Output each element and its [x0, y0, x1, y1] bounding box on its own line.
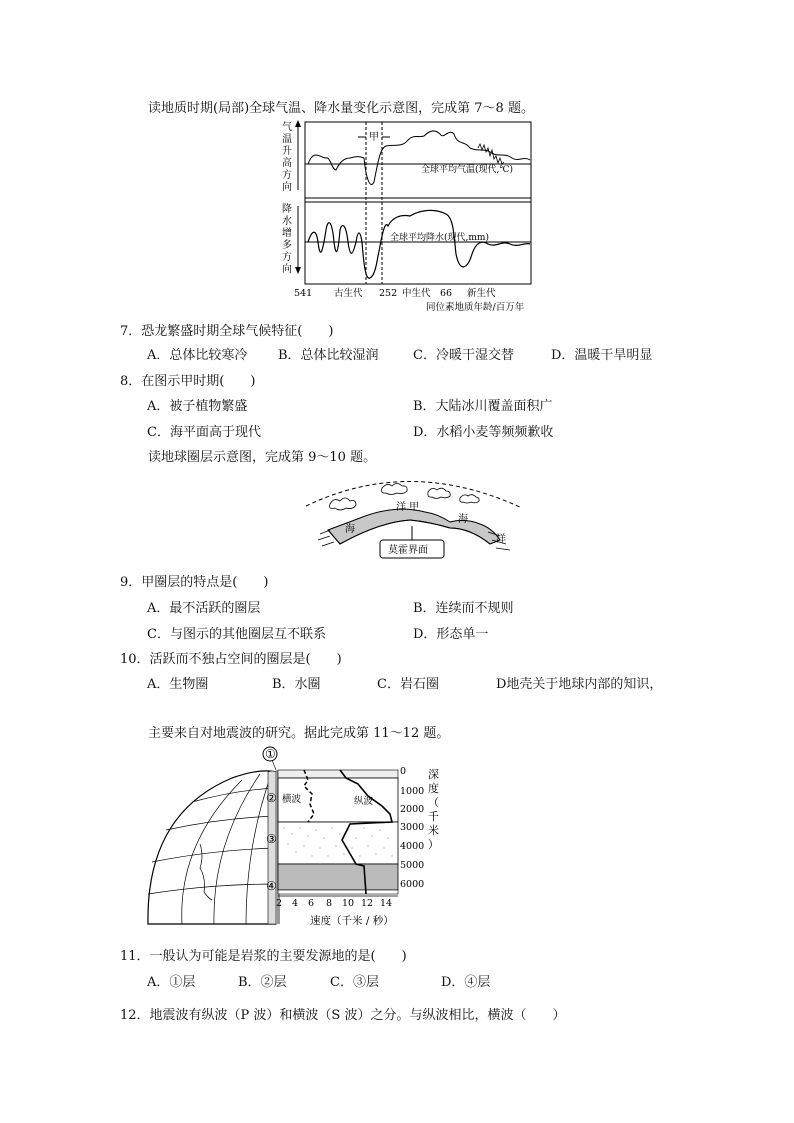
precip-axis-label [282, 202, 292, 275]
question-12: 12．地震波有纵波（P 波）和横波（S 波）之分。与纵波相比，横波（ ） [120, 1008, 566, 1023]
depth-axis-title [428, 768, 439, 851]
q9-option-b[interactable]: B．连续而不规则 [413, 601, 514, 616]
climate-figure [278, 118, 543, 313]
depth-6000: 6000 [400, 879, 425, 890]
q11-option-a[interactable]: A．①层 [147, 975, 196, 990]
ocean-jia-label: 洋 甲 [396, 502, 420, 513]
q7-option-a[interactable]: A．总体比较寒冷 [147, 348, 248, 363]
question-11: 11．一般认为可能是岩浆的主要发源地的是( ) [120, 949, 407, 964]
depth-5000: 5000 [400, 860, 425, 871]
svg-text:方: 方 [282, 252, 292, 263]
q7-option-c[interactable]: C．冷暖干湿交替 [413, 348, 514, 363]
speed-8: 8 [326, 898, 333, 909]
ocean-right-label: 洋 [496, 534, 506, 545]
sea-right-label: 海 [458, 514, 468, 525]
q9-option-c[interactable]: C．与图示的其他圈层互不联系 [147, 627, 326, 642]
p-wave-label: 纵波 [354, 796, 374, 807]
q11-option-c[interactable]: C．③层 [330, 975, 379, 990]
q10-option-a[interactable]: A．生物圈 [147, 677, 209, 692]
svg-text:（: （ [428, 796, 439, 809]
svg-text:降: 降 [282, 204, 292, 215]
q9-option-a[interactable]: A．最不活跃的圈层 [147, 601, 261, 616]
q8-option-d[interactable]: D．水稻小麦等频频歉收 [413, 425, 554, 440]
x-label-66: 66 [440, 288, 453, 299]
q9-option-d[interactable]: D．形态单一 [413, 627, 489, 642]
q8-option-b[interactable]: B．大陆冰川覆盖面积广 [413, 399, 553, 414]
q8-option-c[interactable]: C．海平面高于现代 [147, 425, 261, 440]
speed-14: 14 [380, 898, 393, 909]
layer-4-marker: ④ [266, 879, 277, 893]
layer-3-marker: ③ [266, 832, 277, 846]
q10-option-b[interactable]: B．水圈 [272, 677, 321, 692]
svg-text:深: 深 [428, 768, 439, 781]
svg-text:度: 度 [428, 782, 439, 795]
x-axis-title: 同位素地质年龄/百万年 [426, 302, 525, 313]
svg-text:水: 水 [282, 216, 292, 227]
question-8: 8．在图示甲时期( ) [120, 374, 256, 389]
svg-text:）: ） [428, 838, 439, 851]
sea-left-label: 海 [345, 524, 355, 535]
svg-text:千: 千 [428, 810, 439, 823]
q11-option-d[interactable]: D．④层 [441, 975, 491, 990]
svg-text:方: 方 [282, 170, 292, 181]
q7-option-b[interactable]: B．总体比较湿润 [278, 348, 379, 363]
svg-text:向: 向 [282, 264, 292, 275]
q11-option-b[interactable]: B．②层 [238, 975, 287, 990]
precip-mean-label: 全球平均降水(现代,mm) [390, 233, 489, 243]
x-label-541: 541 [294, 288, 313, 299]
svg-text:温: 温 [282, 134, 292, 145]
speed-axis-title: 速度（千米 / 秒） [310, 915, 394, 927]
question-10: 10．活跃而不独占空间的圈层是( ) [120, 652, 342, 667]
layer-2-marker: ② [266, 791, 277, 805]
intro-7-8: 读地质时期(局部)全球气温、降水量变化示意图，完成第 7～8 题。 [148, 101, 534, 116]
depth-4000: 4000 [400, 841, 425, 852]
speed-2: 2 [276, 898, 283, 909]
q10-option-d[interactable]: D地壳关于地球内部的知识， [496, 677, 663, 692]
moho-label: 莫霍界面 [388, 545, 428, 556]
depth-3000: 3000 [400, 822, 425, 833]
q7-option-d[interactable]: D．温暖干旱明显 [551, 348, 653, 363]
speed-4: 4 [292, 898, 299, 909]
speed-10: 10 [342, 898, 355, 909]
spheres-figure [300, 470, 525, 562]
question-9: 9．甲圈层的特点是( ) [120, 575, 269, 590]
svg-text:高: 高 [282, 158, 292, 169]
svg-text:多: 多 [282, 240, 292, 251]
q10-option-c[interactable]: C．岩石圈 [377, 677, 439, 692]
x-label-mesozoic: 中生代 [402, 288, 431, 299]
jia-label: 甲 [369, 132, 379, 143]
svg-text:增: 增 [282, 228, 292, 239]
temp-axis-label [282, 121, 292, 193]
layer-1-marker: ① [265, 747, 276, 761]
depth-1000: 1000 [400, 786, 425, 797]
intro-9-10: 读地球圈层示意图，完成第 9～10 题。 [148, 450, 377, 465]
speed-12: 12 [361, 898, 374, 909]
depth-0: 0 [400, 766, 407, 777]
svg-text:升: 升 [282, 146, 292, 157]
question-7: 7．恐龙繁盛时期全球气候特征( ) [120, 324, 334, 339]
speed-6: 6 [308, 898, 315, 909]
svg-text:气: 气 [282, 122, 292, 133]
q8-option-a[interactable]: A．被子植物繁盛 [147, 399, 248, 414]
temp-mean-label: 全球平均气温(现代,℃) [421, 165, 513, 175]
x-label-252: 252 [379, 288, 398, 299]
intro-11-12: 主要来自对地震波的研究。据此完成第 11～12 题。 [148, 726, 450, 741]
svg-text:米: 米 [428, 824, 439, 837]
x-label-cenozoic: 新生代 [467, 288, 496, 299]
s-wave-label: 横波 [282, 794, 302, 805]
x-label-paleozoic: 古生代 [334, 288, 363, 299]
depth-2000: 2000 [400, 804, 425, 815]
interior-figure [142, 744, 442, 930]
svg-text:向: 向 [282, 182, 292, 193]
